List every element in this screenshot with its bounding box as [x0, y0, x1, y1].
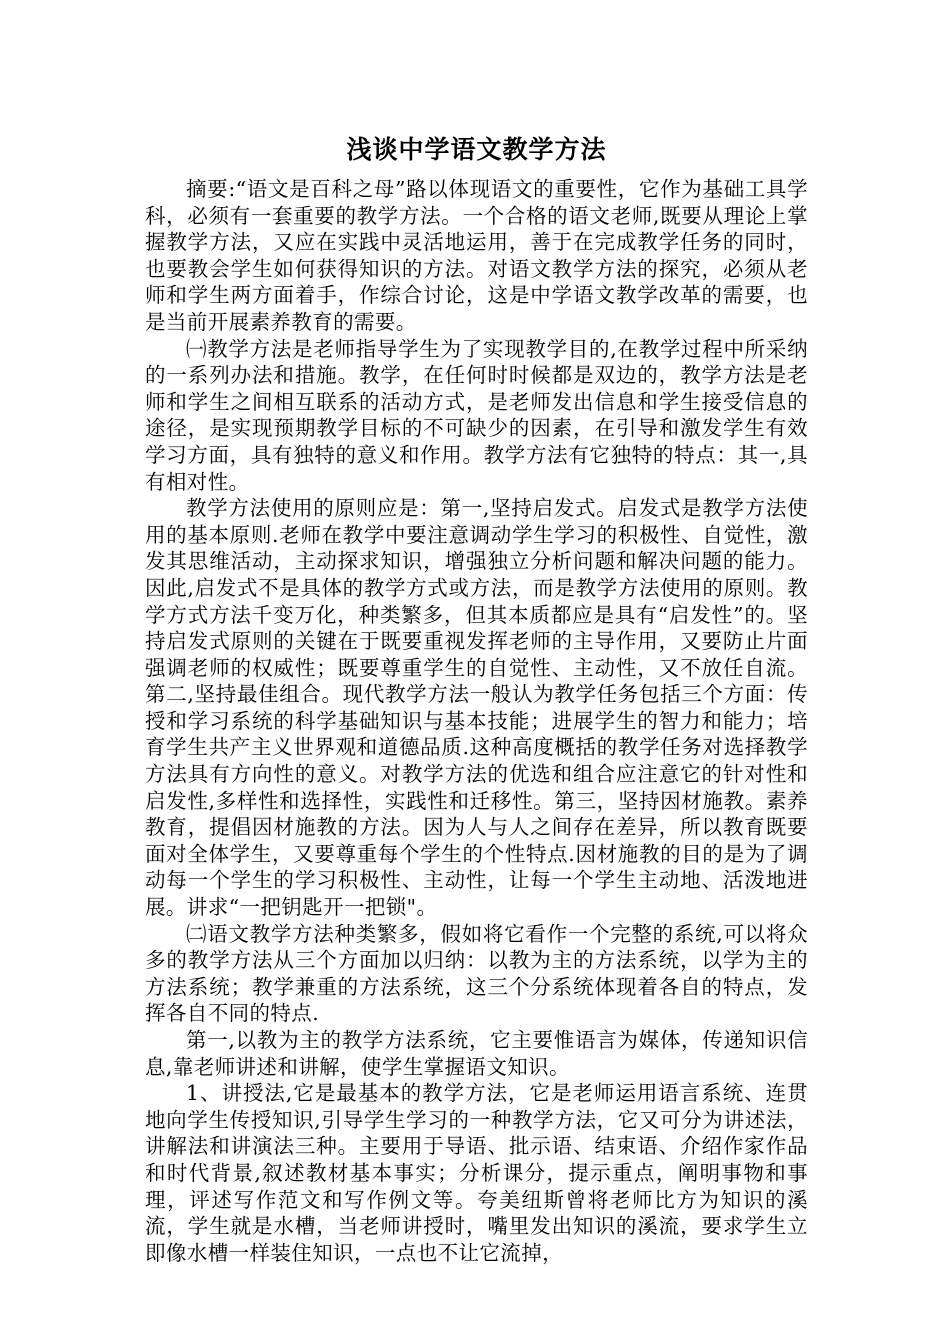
body-paragraph-1: ㈠教学方法是老师指导学生为了实现教学目的,在教学过程中所采纳的一系列办法和措施。教学，在任何时时候都是双边的，教学方法是老师和学生之间相互联系的活动方式，是老师发出信息和学生接受信息的途径，是实现预期教学目标的不可缺少的因素，在引导和激发学生有效学习方面，具有独特的意义和作用。教学方法有它独特的特点：其一,具有相对性。 — [145, 336, 808, 494]
body-paragraph-5: 1、讲授法,它是最基本的教学方法，它是老师运用语言系统、连贯地向学生传授知识,引导学生学习的一种教学方法，它又可分为讲述法，讲解法和讲演法三种。主要用于导语、批示语、结束语、介绍作家作品和时代背景,叙述教材基本事实；分析课分，提示重点，阐明事物和事理，评述写作范文和写作例文等。夸美纽斯曾将老师比方为知识的溪流，学生就是水槽，当老师讲授时，嘴里发出知识的溪流，要求学生立即像水槽一样装住知识，一点也不让它流掉， — [145, 1081, 808, 1265]
body-paragraph-4: 第一,以教为主的教学方法系统，它主要惟语言为媒体，传递知识信息,靠老师讲述和讲解，使学生掌握语文知识。 — [145, 1028, 808, 1079]
abstract-paragraph: 摘要:“语文是百科之母”路以体现语文的重要性，它作为基础工具学科，必须有一套重要的教学方法。一个合格的语文老师,既要从理论上掌握教学方法，又应在实践中灵活地运用，善于在完成教学任务的同时，也要教会学生如何获得知识的方法。对语文教学方法的探究，必须从老师和学生两方面着手，作综合讨论，这是中学语文教学改革的需要，也是当前开展素养教育的需要。 — [145, 177, 808, 334]
document-title: 浅谈中学语文教学方法 — [346, 135, 607, 164]
body-paragraph-3: ㈡语文教学方法种类繁多，假如将它看作一个完整的系统,可以将众多的教学方法从三个方面加以归纳：以教为主的方法系统，以学为主的方法系统；教学兼重的方法系统，这三个分系统体现着各自的特点，发挥各自不同的特点. — [145, 921, 808, 1026]
body-paragraph-2: 教学方法使用的原则应是：第一,坚持启发式。启发式是教学方法使用的基本原则.老师在教学中要注意调动学生学习的积极性、自觉性，激发其思维活动，主动探求知识，增强独立分析问题和解决问题的能力。因此,启发式不是具体的教学方式或方法，而是教学方法使用的原则。教学方式方法千变万化，种类繁多，但其本质都应是具有“启发性”的。坚持启发式原则的关键在于既要重视发挥老师的主导作用，又要防止片面强调老师的权威性；既要尊重学生的自觉性、主动性，又不放任自流。第二,坚持最佳组合。现代教学方法一般认为教学任务包括三个方面：传授和学习系统的科学基础知识与基本技能；进展学生的智力和能力；培育学生共产主义世界观和道德品质.这种高度概括的教学任务对选择教学方法具有方向性的意义。对教学方法的优选和组合应注意它的针对性和启发性,多样性和选择性，实践性和迁移性。第三，坚持因材施教。素养教育，提倡因材施教的方法。因为人与人之间存在差异，所以教育既要面对全体学生，又要尊重每个学生的个性特点.因材施教的目的是为了调动每一个学生的学习积极性、主动性，让每一个学生主动地、活泼地进展。讲求“一把钥匙开一把锁"。 — [145, 496, 808, 920]
document-page — [145, 132, 808, 1266]
